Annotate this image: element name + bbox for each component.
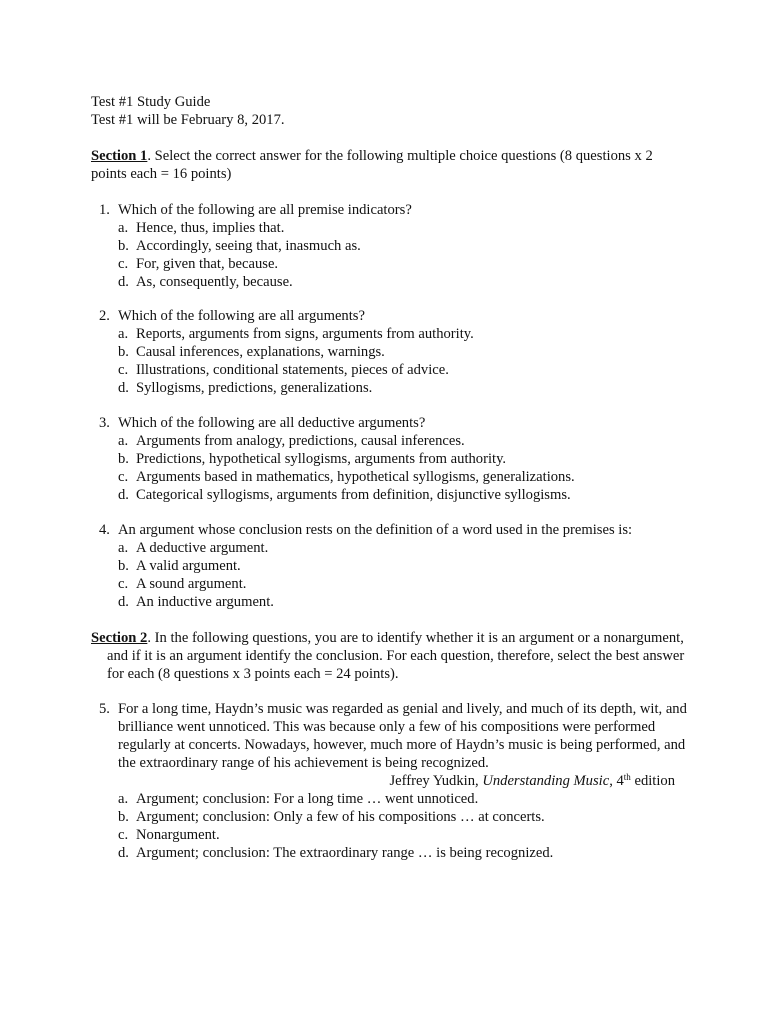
citation-edition-word: edition bbox=[630, 773, 675, 789]
option-text: A valid argument. bbox=[136, 558, 241, 574]
section-2-instructions bbox=[91, 629, 691, 683]
option-d bbox=[118, 844, 689, 862]
option-c bbox=[118, 468, 689, 486]
question-number: 2. bbox=[99, 308, 110, 324]
option-letter: a. bbox=[118, 433, 129, 449]
option-text: Reports, arguments from signs, arguments from authority. bbox=[136, 326, 474, 342]
option-text: Argument; conclusion: The extraordinary range … is being recognized. bbox=[136, 845, 554, 861]
section-1-title: Section 1 bbox=[91, 148, 148, 164]
question-text: Which of the following are all premise indicators? bbox=[118, 202, 412, 218]
citation-author: Jeffrey Yudkin, bbox=[389, 773, 483, 789]
option-letter: d. bbox=[118, 274, 129, 290]
option-c bbox=[118, 361, 689, 379]
test-date: Test #1 will be February 8, 2017. bbox=[91, 112, 285, 128]
option-text: Causal inferences, explanations, warnings. bbox=[136, 344, 385, 360]
option-text: A sound argument. bbox=[136, 576, 247, 592]
citation-edition-number: , 4 bbox=[609, 773, 624, 789]
option-letter: c. bbox=[118, 576, 129, 592]
section-1-text: . Select the correct answer for the following multiple choice questions (8 questions x 2 points each = 16 points) bbox=[91, 148, 653, 182]
question-2 bbox=[99, 307, 689, 397]
option-letter: a. bbox=[118, 326, 129, 342]
option-letter: d. bbox=[118, 380, 129, 396]
question-number: 4. bbox=[99, 522, 110, 538]
option-text: A deductive argument. bbox=[136, 540, 269, 556]
option-text: Categorical syllogisms, arguments from definition, disjunctive syllogisms. bbox=[136, 487, 571, 503]
option-a bbox=[118, 790, 689, 808]
question-number: 5. bbox=[99, 701, 110, 717]
option-letter: c. bbox=[118, 469, 129, 485]
option-text: An inductive argument. bbox=[136, 594, 274, 610]
option-text: Predictions, hypothetical syllogisms, arguments from authority. bbox=[136, 451, 507, 467]
option-letter: a. bbox=[118, 791, 129, 807]
option-d bbox=[118, 593, 689, 611]
option-a bbox=[118, 219, 689, 237]
option-text: Arguments from analogy, predictions, causal inferences. bbox=[136, 433, 465, 449]
question-3 bbox=[99, 414, 689, 504]
question-number: 1. bbox=[99, 202, 110, 218]
option-text: Accordingly, seeing that, inasmuch as. bbox=[136, 238, 361, 254]
option-text: Arguments based in mathematics, hypothetical syllogisms, generalizations. bbox=[136, 469, 575, 485]
option-c bbox=[118, 826, 689, 844]
option-c bbox=[118, 255, 689, 273]
option-letter: a. bbox=[118, 540, 129, 556]
question-passage: For a long time, Haydn’s music was regarded as genial and lively, and much of its depth, wit, and brilliance went unnoticed. This was because only a few of his compositions were performed regularly at concerts. Nowadays, however, much more of Haydn’s music is being performed, and the extraordinary range of his achievement is being recognized. bbox=[118, 701, 687, 771]
option-letter: d. bbox=[118, 845, 129, 861]
option-text: Syllogisms, predictions, generalizations. bbox=[136, 380, 373, 396]
option-d bbox=[118, 486, 689, 504]
question-text: Which of the following are all deductive arguments? bbox=[118, 415, 426, 431]
option-a bbox=[118, 539, 689, 557]
option-text: Argument; conclusion: For a long time … went unnoticed. bbox=[136, 791, 479, 807]
option-letter: c. bbox=[118, 827, 129, 843]
question-number: 3. bbox=[99, 415, 110, 431]
option-b bbox=[118, 343, 689, 361]
option-letter: b. bbox=[118, 344, 129, 360]
option-letter: d. bbox=[118, 594, 129, 610]
question-text: Which of the following are all arguments? bbox=[118, 308, 365, 324]
option-letter: b. bbox=[118, 451, 129, 467]
option-c bbox=[118, 575, 689, 593]
option-text: For, given that, because. bbox=[136, 256, 279, 272]
option-letter: d. bbox=[118, 487, 129, 503]
question-4 bbox=[99, 521, 689, 611]
option-text: Illustrations, conditional statements, pieces of advice. bbox=[136, 362, 449, 378]
citation-title: Understanding Music bbox=[482, 773, 610, 789]
document-header bbox=[91, 93, 285, 129]
question-5 bbox=[99, 700, 689, 862]
question-text: An argument whose conclusion rests on the definition of a word used in the premises is: bbox=[118, 522, 633, 538]
option-a bbox=[118, 325, 689, 343]
option-b bbox=[118, 237, 689, 255]
document-title: Test #1 Study Guide bbox=[91, 94, 211, 110]
option-b bbox=[118, 808, 689, 826]
option-d bbox=[118, 273, 689, 291]
option-text: Argument; conclusion: Only a few of his compositions … at concerts. bbox=[136, 809, 545, 825]
option-a bbox=[118, 432, 689, 450]
section-1-instructions bbox=[91, 147, 691, 183]
section-2-text: . In the following questions, you are to identify whether it is an argument or a nonargument, and if it is an argument identify the conclusion. For each question, therefore, select the best answer for each (8 questions x 3 points each = 24 points). bbox=[107, 630, 685, 682]
option-letter: a. bbox=[118, 220, 129, 236]
option-b bbox=[118, 557, 689, 575]
option-text: Nonargument. bbox=[136, 827, 220, 843]
question-1 bbox=[99, 201, 689, 291]
option-text: As, consequently, because. bbox=[136, 274, 293, 290]
option-d bbox=[118, 379, 689, 397]
option-letter: b. bbox=[118, 809, 129, 825]
section-2-title: Section 2 bbox=[91, 630, 148, 646]
option-letter: b. bbox=[118, 238, 129, 254]
passage-citation bbox=[118, 772, 689, 790]
option-text: Hence, thus, implies that. bbox=[136, 220, 285, 236]
option-letter: b. bbox=[118, 558, 129, 574]
option-b bbox=[118, 450, 689, 468]
option-letter: c. bbox=[118, 362, 129, 378]
citation-edition-suffix: th bbox=[623, 772, 631, 782]
option-letter: c. bbox=[118, 256, 129, 272]
